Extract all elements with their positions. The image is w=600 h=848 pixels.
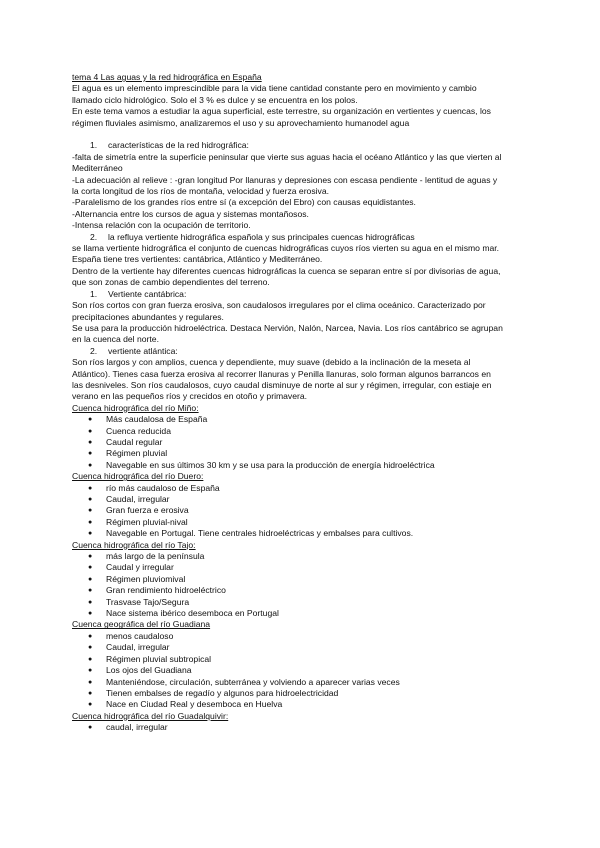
bullet-icon: ● [88, 644, 93, 652]
body-line: -falta de simetría entre la superficie peninsular que vierte sus aguas hacia el océano Atlántico y las que vierten al [72, 151, 502, 162]
bullet-text: Cuenca reducida [106, 425, 171, 436]
bullet-icon: ● [88, 724, 93, 732]
bullet-item [72, 460, 542, 471]
bullet-item [72, 448, 542, 459]
bullet-item [72, 426, 542, 437]
section-number: 2. [90, 345, 98, 356]
bullet-icon: ● [88, 575, 93, 583]
basin-title: Cuenca hidrográfica del río Tajo: [72, 539, 196, 550]
bullet-item [72, 688, 542, 699]
bullet-text: Caudal y irregular [106, 562, 174, 573]
section-heading [72, 232, 542, 243]
bullet-icon: ● [88, 667, 93, 675]
bullet-item [72, 699, 542, 710]
bullet-item [72, 654, 542, 665]
section-heading [72, 289, 542, 300]
bullet-text: Gran fuerza e erosiva [106, 505, 189, 516]
body-line: Se usa para la producción hidroeléctrica. Destaca Nervión, Nalón, Narcea, Navia. Los ríos cantábrico se agrupan [72, 322, 503, 333]
bullet-item [72, 551, 542, 562]
bullet-item [72, 505, 542, 516]
body-line: Son ríos largos y con amplios, cuenca y dependiente, muy suave (debido a la inclinación de la meseta al [72, 357, 471, 368]
bullet-text: Caudal, irregular [106, 494, 170, 505]
bullet-item [72, 517, 542, 528]
section-body [72, 243, 542, 289]
bullet-text: más largo de la península [106, 551, 205, 562]
bullet-text: Nace sistema ibérico desemboca en Portugal [106, 608, 279, 619]
bullet-item [72, 574, 542, 585]
bullet-icon: ● [88, 416, 93, 424]
bullet-item [72, 608, 542, 619]
bullet-text: Caudal regular [106, 436, 163, 447]
bullet-item [72, 528, 542, 539]
bullet-icon: ● [88, 496, 93, 504]
section-body [72, 357, 542, 403]
body-line: -Intensa relación con la ocupación de territorio. [72, 220, 251, 231]
bullet-item [72, 631, 542, 642]
section-number: 1. [90, 140, 98, 151]
bullet-item [72, 597, 542, 608]
bullet-text: Navegable en Portugal. Tiene centrales hidroeléctricas y embalses para cultivos. [106, 528, 414, 539]
bullet-item [72, 722, 542, 733]
document-title: tema 4 Las aguas y la red hidrográfica en España [72, 72, 262, 82]
section-heading [72, 140, 542, 151]
bullet-icon: ● [88, 461, 93, 469]
intro-paragraph [72, 83, 542, 129]
bullet-icon: ● [88, 632, 93, 640]
section-number: 2. [90, 231, 98, 242]
section-body [72, 152, 542, 232]
body-line: precipitaciones abundantes y regulares. [72, 311, 224, 322]
bullet-item [72, 677, 542, 688]
body-line: Atlántico). Tienes casa fuerza erosiva al recorrer llanuras y Penilla llanuras, solo forman algunos barrancos en [72, 368, 491, 379]
bullet-text: Más caudalosa de España [106, 414, 208, 425]
bullet-text: Trasvase Tajo/Segura [106, 596, 190, 607]
body-line: se llama vertiente hidrográfica el conjunto de cuencas hidrográficas cuyos ríos vierten su agua en el mismo mar. [72, 243, 500, 254]
bullet-text: Régimen pluvial [106, 448, 168, 459]
bullet-text: Gran rendimiento hidroeléctrico [106, 585, 226, 596]
section-heading-text: vertiente atlántica: [108, 345, 178, 356]
body-line: Mediterráneo [72, 163, 123, 174]
bullet-item [72, 483, 542, 494]
bullet-item [72, 437, 542, 448]
basin-title: Cuenca hidrográfica del río Duero: [72, 471, 204, 482]
bullet-item [72, 665, 542, 676]
bullet-text: Nace en Ciudad Real y desemboca en Huelva [106, 699, 283, 710]
body-line: en la cuenca del norte. [72, 334, 159, 345]
bullet-icon: ● [88, 610, 93, 618]
section-number: 1. [90, 288, 98, 299]
intro-line: En este tema vamos a estudiar la agua superficial, este terrestre, su organización en vertientes y cuencas, los [72, 106, 491, 117]
bullet-icon: ● [88, 484, 93, 492]
bullet-icon: ● [88, 507, 93, 515]
bullet-item [72, 494, 542, 505]
bullet-text: menos caudaloso [106, 630, 174, 641]
body-line: Son ríos cortos con gran fuerza erosiva, son caudalosos irregulares por el clima oceánico. Caracterizado por [72, 300, 486, 311]
section-heading-text: la refluya vertiente hidrográfica española y sus principales cuencas hidrográficas [108, 231, 415, 242]
bullet-icon: ● [88, 553, 93, 561]
bullet-text: caudal, irregular [106, 722, 168, 733]
body-line: la corta longitud de los ríos de montaña, velocidad y fuerza erosiva. [72, 186, 330, 197]
body-line: España tiene tres vertientes: cantábrica, Atlántico y Mediterráneo. [72, 254, 323, 265]
bullet-item [72, 414, 542, 425]
bullet-icon: ● [88, 598, 93, 606]
basin-title: Cuenca hidrográfica del río Guadalquivir: [72, 710, 229, 721]
section-heading [72, 346, 542, 357]
bullet-item [72, 562, 542, 573]
bullet-text: Régimen pluvial-nival [106, 516, 188, 527]
spacer [72, 129, 542, 140]
basin-title: Cuenca hidrográfica del río Miño: [72, 402, 199, 413]
bullet-icon: ● [88, 655, 93, 663]
section-body [72, 300, 542, 346]
bullet-icon: ● [88, 587, 93, 595]
bullet-item [72, 642, 542, 653]
bullet-text: Régimen pluviomival [106, 573, 186, 584]
bullet-text: Caudal, irregular [106, 642, 170, 653]
intro-line: llamado ciclo hidrológico. Solo el 3 % es dulce y se encuentra en los polos. [72, 94, 358, 105]
bullet-icon: ● [88, 427, 93, 435]
bullet-icon: ● [88, 518, 93, 526]
bullet-icon: ● [88, 450, 93, 458]
bullet-icon: ● [88, 701, 93, 709]
bullet-icon: ● [88, 689, 93, 697]
bullet-icon: ● [88, 530, 93, 538]
bullet-text: río más caudaloso de España [106, 482, 220, 493]
bullet-text: Régimen pluvial subtropical [106, 653, 212, 664]
bullet-text: Navegable en sus últimos 30 km y se usa para la producción de energía hidroeléctrica [106, 459, 435, 470]
section-heading-text: Vertiente cantábrica: [108, 288, 187, 299]
document-page [72, 72, 542, 734]
body-line: -Paralelismo de los grandes ríos entre sí (a excepción del Ebro) con causas equidistantes. [72, 197, 416, 208]
body-line: Dentro de la vertiente hay diferentes cuencas hidrográficas la cuenca se separan entre sí por divisorias de agua, [72, 265, 501, 276]
body-line: -La adecuación al relieve : -gran longitud Por llanuras y depresiones con escasa pendiente - lentitud de aguas y [72, 174, 498, 185]
bullet-text: Los ojos del Guadiana [106, 665, 192, 676]
intro-line: El agua es un elemento imprescindible para la vida tiene cantidad constante pero en movimiento y cambio [72, 83, 477, 94]
intro-line: régimen fluviales asimismo, analizaremos el uso y su aprovechamiento humanodel agua [72, 117, 410, 128]
basin-title: Cuenca geográfica del río Guadiana [72, 619, 211, 630]
bullet-icon: ● [88, 678, 93, 686]
bullet-text: Tienen embalses de regadío y algunos para hidroelectricidad [106, 687, 339, 698]
body-line: las desniveles. Son ríos caudalosos, cuyo caudal disminuye de norte al sur y régimen, irregular, con estiaje en [72, 379, 492, 390]
section-heading-text: características de la red hidrográfica: [108, 140, 249, 151]
bullet-text: Manteniéndose, circulación, subterránea y volviendo a aparecer varias veces [106, 676, 400, 687]
bullet-icon: ● [88, 438, 93, 446]
body-line: verano en las pequeños ríos y crecidos en otoño y primavera. [72, 391, 308, 402]
bullet-item [72, 585, 542, 596]
body-line: -Alternancia entre los cursos de agua y sistemas montañosos. [72, 208, 309, 219]
body-line: que son zonas de cambio dependientes del terreno. [72, 277, 270, 288]
bullet-icon: ● [88, 564, 93, 572]
